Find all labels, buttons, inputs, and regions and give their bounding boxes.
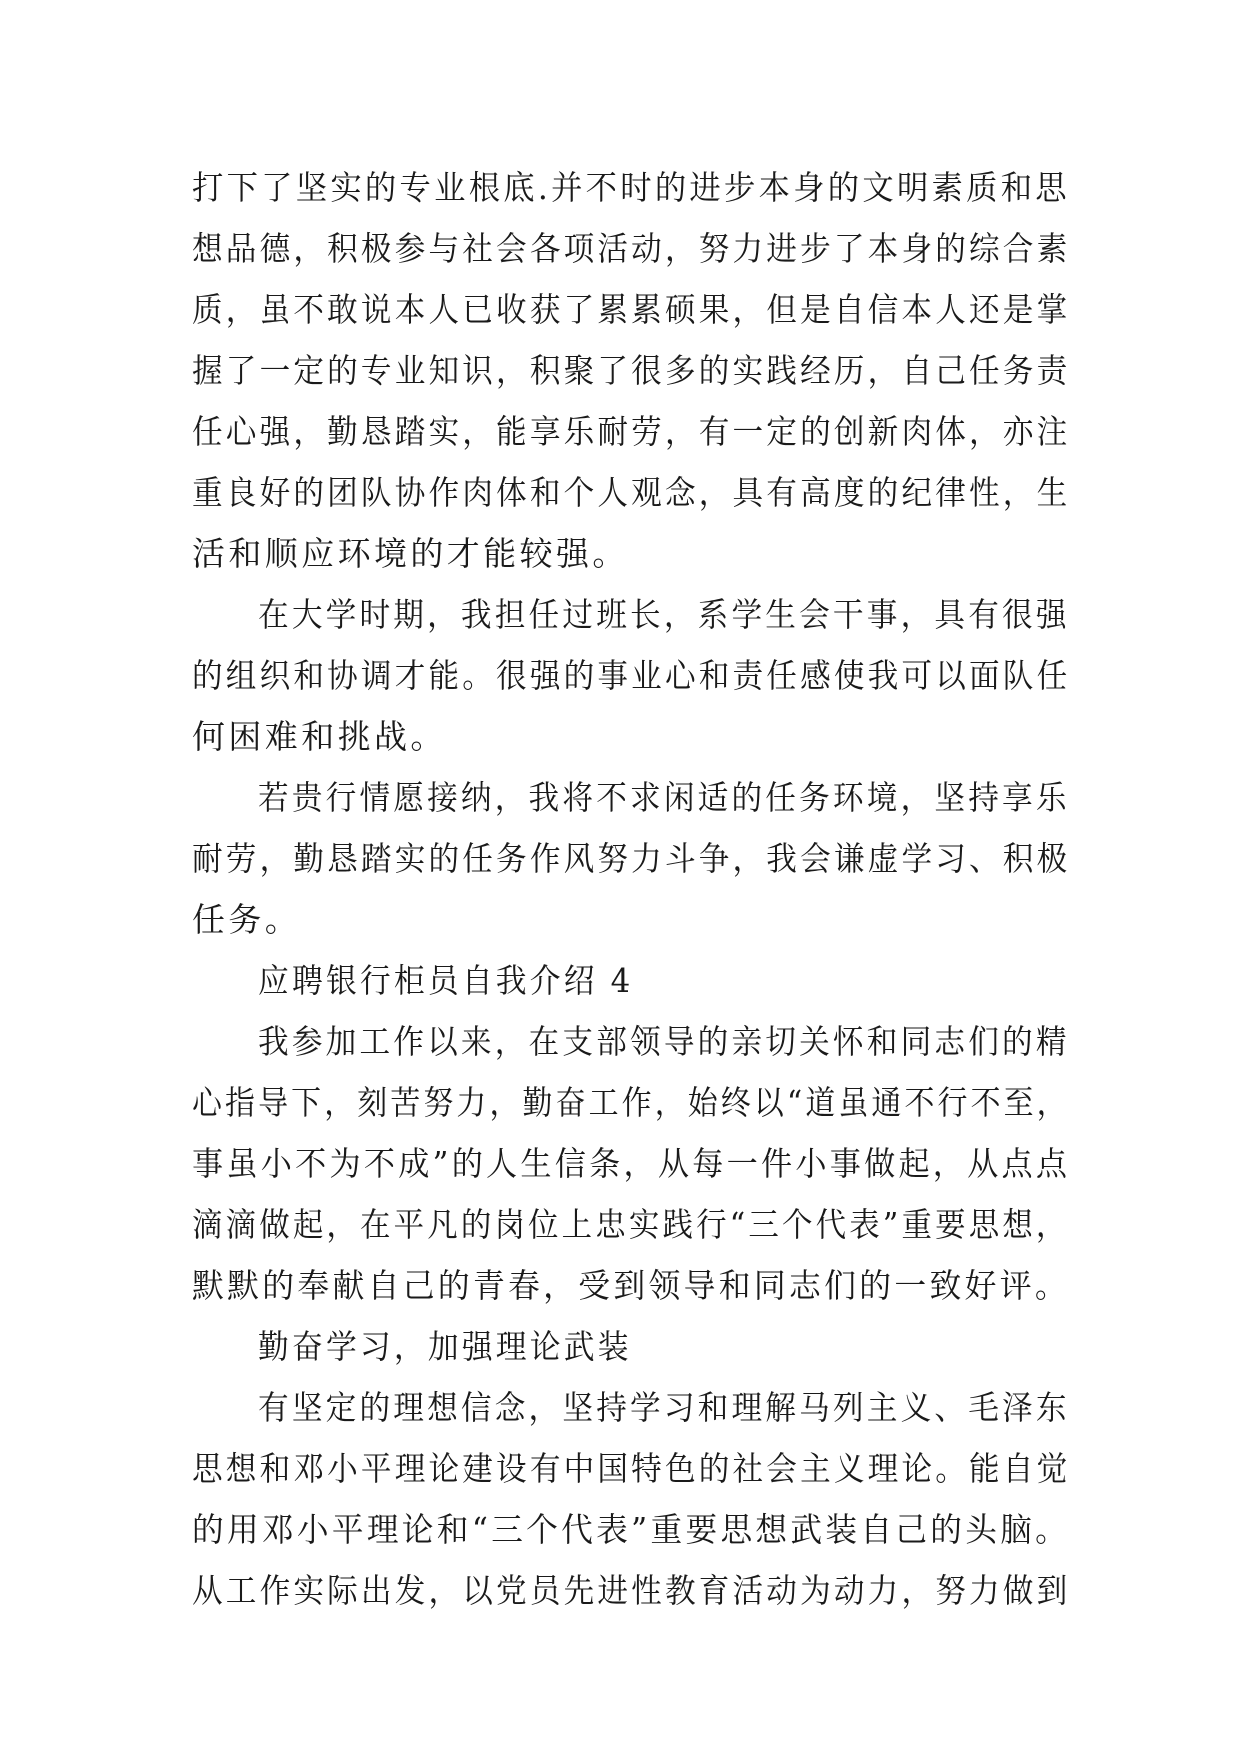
text-line-6: 重良好的团队协作肉体和个人观念，具有高度的纪律性，生 [192, 473, 1071, 512]
text-line-19: 默默的奉献自己的青春，受到领导和同志们的一致好评。 [192, 1266, 1070, 1305]
text-line-17: 事虽小不为不成”的人生信条，从每一件小事做起，从点点 [192, 1144, 1071, 1183]
text-line-11: 若贵行情愿接纳，我将不求闲适的任务环境，坚持享乐 [258, 778, 1070, 817]
text-line-16: 心指导下，刻苦努力，勤奋工作，始终以“道虽通不行不至， [192, 1083, 1070, 1122]
text-line-9: 的组织和协调才能。很强的事业心和责任感使我可以面队任 [192, 656, 1071, 695]
text-line-15: 我参加工作以来，在支部领导的亲切关怀和同志们的精 [258, 1022, 1070, 1061]
text-line-8: 在大学时期，我担任过班长，系学生会干事，具有很强 [258, 595, 1070, 634]
text-line-1: 打下了坚实的专业根底.并不时的进步本身的文明素质和思 [192, 168, 1070, 207]
text-line-24: 从工作实际出发，以党员先进性教育活动为动力，努力做到 [192, 1571, 1071, 1610]
text-line-2: 想品德，积极参与社会各项活动，努力进步了本身的综合素 [192, 229, 1071, 268]
text-line-4: 握了一定的专业知识，积聚了很多的实践经历，自己任务责 [192, 351, 1071, 390]
text-line-7: 活和顺应环境的才能较强。 [192, 534, 629, 573]
text-line-18: 滴滴做起，在平凡的岗位上忠实践行“三个代表”重要思想， [192, 1205, 1070, 1244]
text-line-22: 思想和邓小平理论建设有中国特色的社会主义理论。能自觉 [192, 1449, 1071, 1488]
subheading: 勤奋学习，加强理论武装 [258, 1327, 632, 1366]
text-line-12: 耐劳，勤恳踏实的任务作风努力斗争，我会谦虚学习、积极 [192, 839, 1071, 878]
text-line-5: 任心强，勤恳踏实，能享乐耐劳，有一定的创新肉体，亦注 [192, 412, 1071, 451]
text-line-3: 质，虽不敢说本人已收获了累累硕果，但是自信本人还是掌 [192, 290, 1071, 329]
text-line-13: 任务。 [192, 900, 302, 939]
text-line-23: 的用邓小平理论和“三个代表”重要思想武装自己的头脑。 [192, 1510, 1071, 1549]
section-heading: 应聘银行柜员自我介绍 4 [258, 961, 634, 1000]
text-line-10: 何困难和挑战。 [192, 717, 447, 756]
text-line-21: 有坚定的理想信念，坚持学习和理解马列主义、毛泽东 [258, 1388, 1070, 1427]
